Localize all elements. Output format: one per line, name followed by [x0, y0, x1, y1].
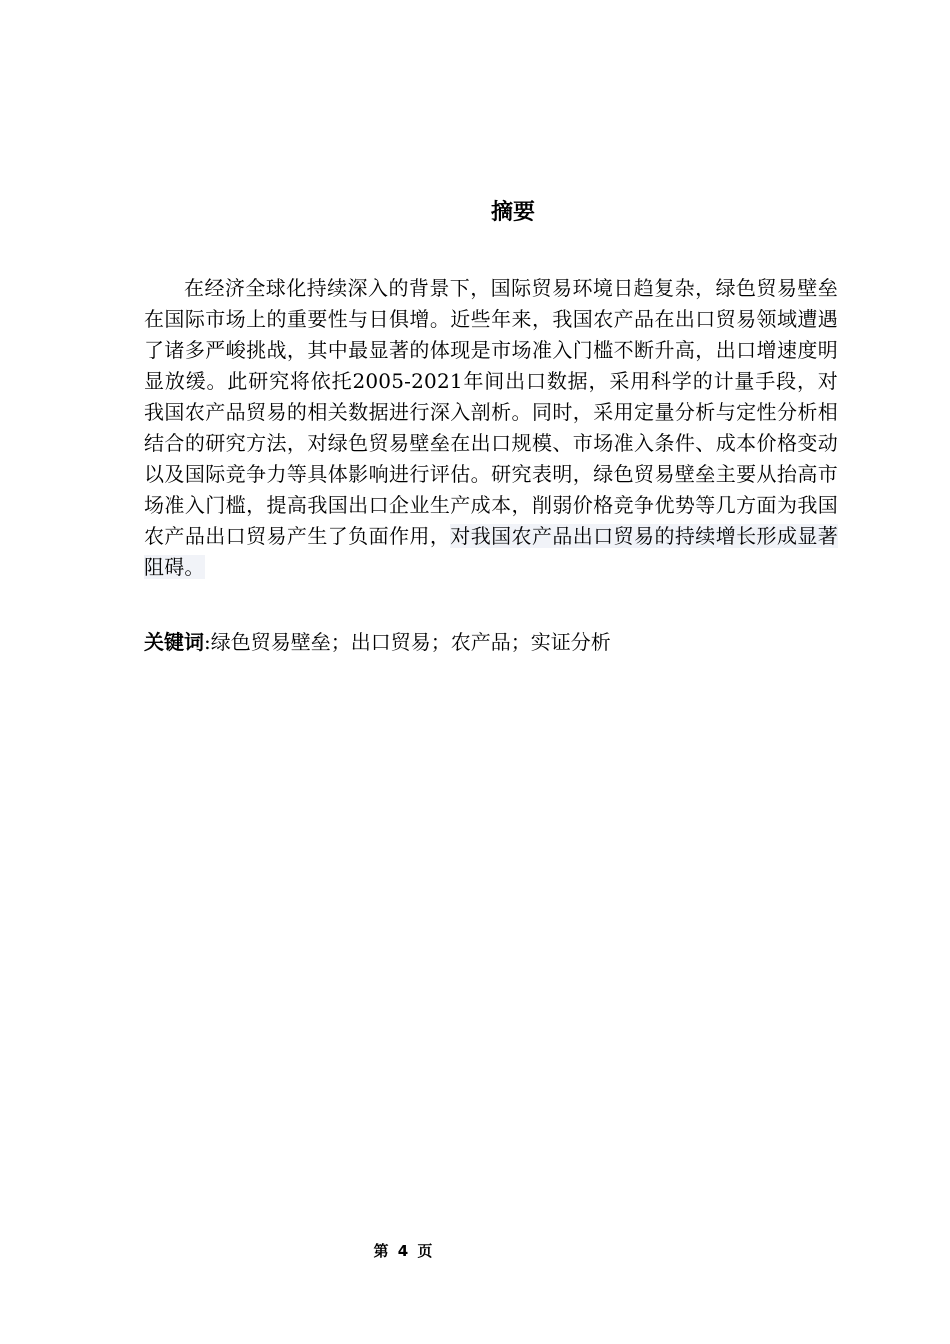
keywords-separator: :: [204, 630, 211, 654]
abstract-title: 摘要: [490, 200, 535, 225]
abstract-text: 在经济全球化持续深入的背景下，国际贸易环境日趋复杂，绿色贸易壁垒在国际市场上的重要性与日俱增。近些年来，我国农产品在出口贸易领域遭遇了诸多严峻挑战，其中最显著的体现是市场准入门槛不断升高，出口增速度明显放缓。此研究将依托2005-2021年间出口数据，采用科学的计量手段，对我国农产品贸易的相关数据进行深入剖析。同时，采用定量分析与定性分析相结合的研究方法，对绿色贸易壁垒在出口规模、市场准入条件、成本价格变动以及国际竞争力等具体影响进行评估。研究表明，绿色贸易壁垒主要从抬高市场准入门槛，提高我国出口企业生产成本，削弱价格竞争优势等几方面为我国农产品出口贸易产生了负面作用，: [144, 276, 838, 548]
keywords-line: [144, 627, 838, 658]
keywords-label: 关键词: [144, 630, 204, 654]
abstract-highlighted-text: 对我国农产品出口贸易的持续增长形成显著阻碍。: [144, 524, 839, 579]
page-number: 第 4 页: [373, 1242, 433, 1260]
keywords-list: 绿色贸易壁垒；出口贸易；农产品；实证分析: [210, 630, 611, 654]
abstract-paragraph: [144, 273, 838, 583]
